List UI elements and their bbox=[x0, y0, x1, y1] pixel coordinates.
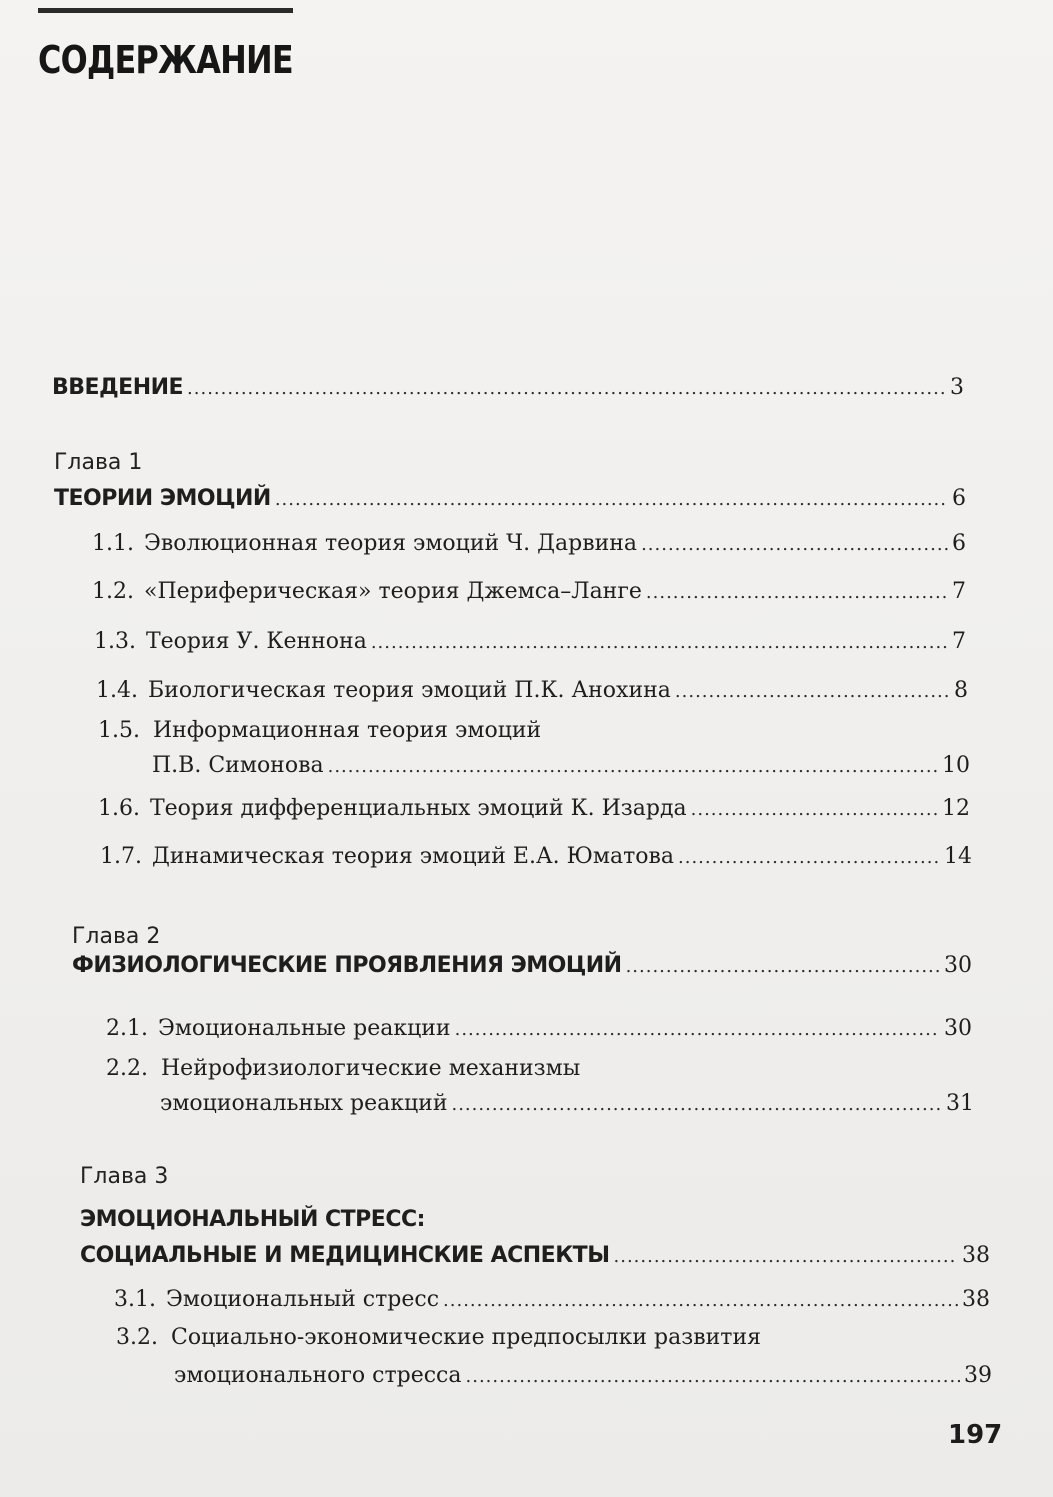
dot-leader bbox=[675, 677, 950, 705]
toc-entry-1-5[interactable] bbox=[152, 752, 970, 780]
toc-page-number: 8 bbox=[954, 678, 968, 703]
toc-section-number: 1.7. bbox=[100, 844, 142, 869]
toc-entry-3-2-line1[interactable] bbox=[116, 1324, 761, 1352]
dot-leader bbox=[451, 1090, 942, 1118]
toc-entry-chapter-2[interactable] bbox=[72, 952, 972, 980]
toc-entry-title-continued: СОЦИАЛЬНЫЕ И МЕДИЦИНСКИЕ АСПЕКТЫ bbox=[80, 1243, 610, 1268]
dot-leader bbox=[275, 485, 948, 513]
toc-entry-title: «Периферическая» теория Джемса–Ланге bbox=[143, 579, 642, 604]
toc-page-number: 30 bbox=[944, 1016, 972, 1041]
toc-section-number: 1.2. bbox=[92, 579, 134, 604]
toc-entry-title-continued: эмоционального стресса bbox=[174, 1363, 462, 1388]
dot-leader bbox=[443, 1286, 958, 1314]
toc-section-number: 2.1. bbox=[106, 1016, 148, 1041]
toc-entry-2-2-line1[interactable] bbox=[106, 1055, 580, 1083]
toc-entry-title: ТЕОРИИ ЭМОЦИЙ bbox=[54, 486, 271, 511]
dot-leader bbox=[646, 578, 948, 606]
toc-entry-1-1[interactable] bbox=[92, 530, 966, 558]
toc-page-number: 3 bbox=[950, 375, 964, 400]
toc-page-number: 7 bbox=[952, 579, 966, 604]
toc-page-number: 30 bbox=[944, 953, 972, 978]
toc-entry-chapter-1[interactable] bbox=[54, 485, 966, 513]
toc-entry-title: Эмоциональный стресс bbox=[165, 1287, 440, 1312]
toc-section-number: 1.4. bbox=[96, 678, 138, 703]
toc-entry-2-1[interactable] bbox=[106, 1015, 972, 1043]
page-number-folio: 197 bbox=[948, 1420, 1003, 1450]
dot-leader bbox=[678, 843, 940, 871]
toc-entry-title: Эволюционная теория эмоций Ч. Дарвина bbox=[143, 531, 638, 556]
toc-entry-title: Теория У. Кеннона bbox=[145, 629, 367, 654]
toc-section-number: 3.1. bbox=[114, 1287, 156, 1312]
dot-leader bbox=[371, 628, 948, 656]
toc-section-number: 1.3. bbox=[94, 629, 136, 654]
dot-leader bbox=[466, 1362, 961, 1390]
toc-entry-title-continued: эмоциональных реакций bbox=[160, 1091, 448, 1116]
toc-page-number: 10 bbox=[942, 753, 970, 778]
toc-entry-title-continued: П.В. Симонова bbox=[152, 753, 324, 778]
toc-entry-1-4[interactable] bbox=[96, 677, 968, 705]
toc-entry-chapter-3-line1[interactable]: ЭМОЦИОНАЛЬНЫЙ СТРЕСС: bbox=[80, 1207, 425, 1232]
toc-entry-title: Информационная теория эмоций bbox=[152, 718, 542, 743]
dot-leader bbox=[691, 795, 938, 823]
toc-section-number: 1.6. bbox=[98, 796, 140, 821]
toc-page-number: 7 bbox=[952, 629, 966, 654]
toc-entry-introduction[interactable] bbox=[52, 374, 964, 402]
toc-entry-1-5-line1[interactable] bbox=[98, 717, 541, 745]
dot-leader bbox=[641, 530, 948, 558]
toc-entry-1-3[interactable] bbox=[94, 628, 966, 656]
toc-page-number: 6 bbox=[952, 486, 966, 511]
toc-entry-chapter-3[interactable] bbox=[80, 1242, 990, 1270]
toc-page-number: 6 bbox=[952, 531, 966, 556]
chapter-label-3: Глава 3 bbox=[80, 1164, 169, 1189]
toc-page-number: 12 bbox=[942, 796, 970, 821]
toc-entry-title: ВВЕДЕНИЕ bbox=[52, 375, 184, 400]
dot-leader bbox=[187, 374, 946, 402]
toc-page-number: 38 bbox=[962, 1243, 990, 1268]
toc-entry-3-2[interactable] bbox=[174, 1362, 992, 1390]
toc-page-number: 14 bbox=[944, 844, 972, 869]
page-title: СОДЕРЖАНИЕ bbox=[38, 38, 293, 82]
chapter-label-1: Глава 1 bbox=[54, 450, 143, 475]
toc-entry-title: Эмоциональные реакции bbox=[157, 1016, 451, 1041]
toc-entry-title: Нейрофизиологические механизмы bbox=[160, 1056, 581, 1081]
toc-entry-1-2[interactable] bbox=[92, 578, 966, 606]
dot-leader bbox=[455, 1015, 940, 1043]
toc-entry-3-1[interactable] bbox=[114, 1286, 990, 1314]
toc-section-number: 2.2. bbox=[106, 1056, 148, 1081]
dot-leader bbox=[626, 952, 940, 980]
toc-entry-2-2[interactable] bbox=[160, 1090, 974, 1118]
toc-entry-title: Социально-экономические предпосылки развития bbox=[170, 1325, 761, 1350]
toc-entry-title: Теория дифференциальных эмоций К. Изарда bbox=[149, 796, 687, 821]
toc-entry-title: Динамическая теория эмоций Е.А. Юматова bbox=[151, 844, 675, 869]
toc-section-number: 3.2. bbox=[116, 1325, 158, 1350]
toc-section-number: 1.1. bbox=[92, 531, 134, 556]
toc-entry-title: Биологическая теория эмоций П.К. Анохина bbox=[147, 678, 671, 703]
toc-section-number: 1.5. bbox=[98, 718, 140, 743]
toc-page-number: 31 bbox=[946, 1091, 974, 1116]
toc-page-number: 39 bbox=[964, 1363, 992, 1388]
dot-leader bbox=[614, 1242, 959, 1270]
toc-entry-title: ФИЗИОЛОГИЧЕСКИЕ ПРОЯВЛЕНИЯ ЭМОЦИЙ bbox=[72, 953, 622, 978]
dot-leader bbox=[328, 752, 938, 780]
toc-entry-1-6[interactable] bbox=[98, 795, 970, 823]
toc-entry-1-7[interactable] bbox=[100, 843, 972, 871]
toc-page-number: 38 bbox=[962, 1287, 990, 1312]
chapter-label-2: Глава 2 bbox=[72, 924, 161, 949]
